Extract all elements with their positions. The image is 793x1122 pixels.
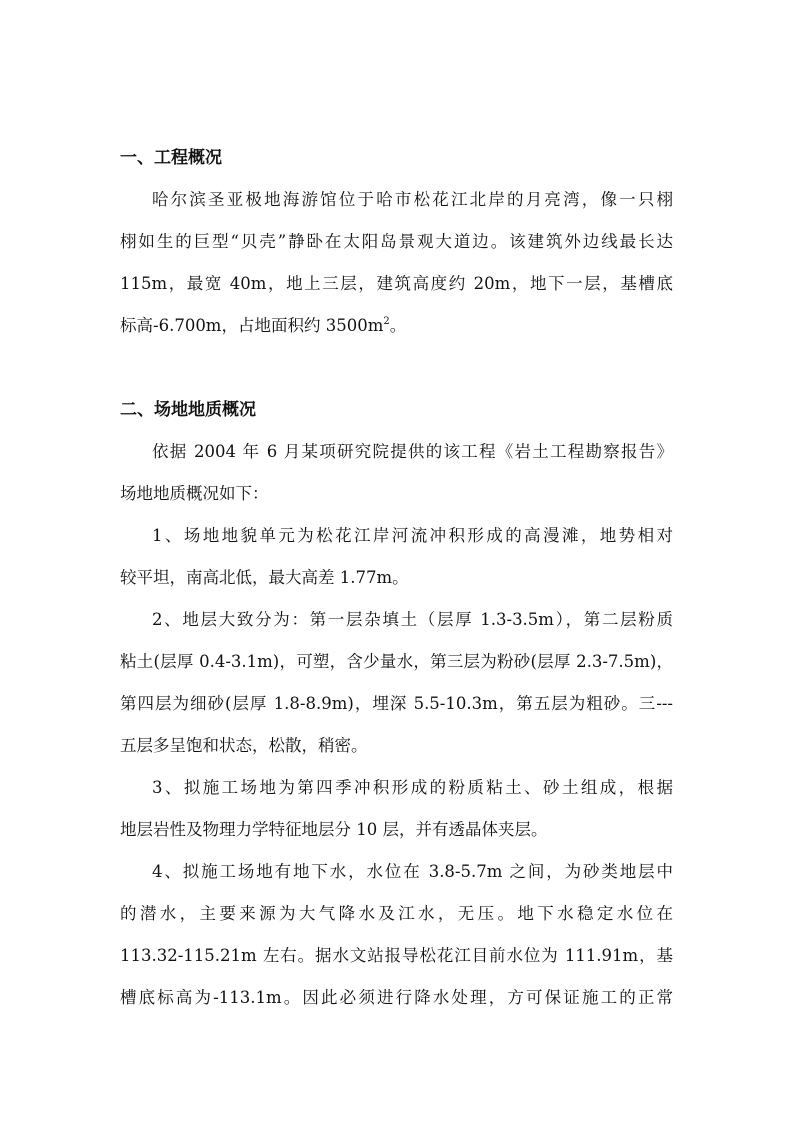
geology-item4-line-3: 113.32-115.21m 左右。据水文站报导松花江目前水位为 111.91m，基 (120, 946, 673, 965)
geology-item4-line-1: 4、拟施工场地有地下水，水位在 3.8-5.7m 之间，为砂类地层中 (152, 862, 673, 881)
overview-line-2: 栩如生的巨型“贝壳”静卧在太阳岛景观大道边。该建筑外边线最长达 (120, 232, 673, 251)
overview-line-4 (120, 314, 406, 338)
overview-line-4-end: 。 (389, 316, 407, 335)
geology-intro-line-2: 场地地质概况如下： (120, 484, 269, 503)
overview-line-3: 115m，最宽 40m，地上三层，建筑高度约 20m，地下一层，基槽底 (120, 274, 673, 293)
geology-intro-line-1: 依据 2004 年 6 月某项研究院提供的该工程《岩土工程勘察报告》 (152, 442, 673, 461)
geology-item2-line-1: 2、地层大致分为：第一层杂填土（层厚 1.3-3.5m），第二层粉质 (152, 610, 673, 629)
overview-line-4-text: 标高-6.700m，占地面积约 3500m (120, 316, 384, 335)
geology-item3-line-2: 地层岩性及物理力学特征地层分 10 层，并有透晶体夹层。 (120, 820, 548, 839)
geology-item1-line-1: 1、场地地貌单元为松花江岸河流冲积形成的高漫滩，地势相对 (152, 526, 673, 545)
geology-item1-line-2: 较平坦，南高北低，最大高差 1.77m。 (120, 568, 409, 587)
geology-item3-line-1: 3、拟施工场地为第四季冲积形成的粉质粘土、砂土组成，根据 (152, 778, 673, 797)
geology-item2-line-3: 第四层为细砂(层厚 1.8-8.9m)，埋深 5.5-10.3m，第五层为粗砂。三--- (120, 694, 673, 713)
geology-item2-line-4: 五层多呈饱和状态，松散，稍密。 (120, 736, 368, 755)
geology-item4-line-4: 槽底标高为-113.1m。因此必须进行降水处理，方可保证施工的正常 (120, 988, 673, 1007)
overview-line-1: 哈尔滨圣亚极地海游馆位于哈市松花江北岸的月亮湾，像一只栩 (152, 190, 673, 209)
geology-item2-line-2: 粘土(层厚 0.4-3.1m)，可塑，含少量水，第三层为粉砂(层厚 2.3-7.5m)， (120, 652, 673, 671)
section-heading-geology: 二、场地地质概况 (120, 400, 256, 420)
section-heading-overview: 一、工程概况 (120, 148, 222, 168)
geology-item4-line-2: 的潜水，主要来源为大气降水及江水，无压。地下水稳定水位在 (120, 904, 673, 923)
area-unit-superscript: 2 (383, 316, 390, 327)
